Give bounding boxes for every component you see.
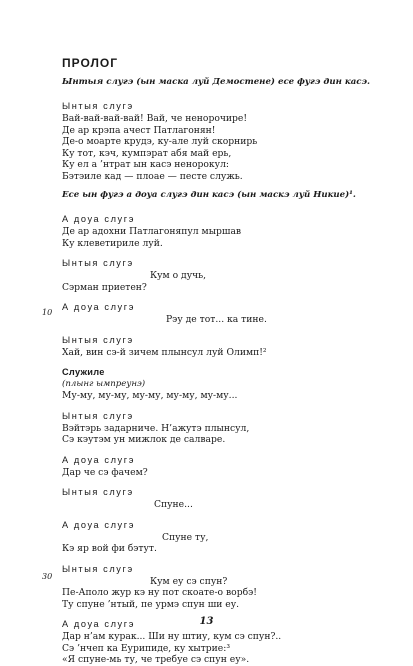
verse-line: Ку тот, кэч, кумпэрат абя май ерь, [62, 147, 232, 159]
verse-line: Кум о дучь, [150, 270, 207, 281]
speaker-name: А доуа слугэ [62, 302, 135, 312]
stage-direction: Есе ын фугэ а доуа слугэ дин касэ (ын маскэ луй Никие)¹. [62, 190, 356, 200]
speaker-name: Ынтыя слугэ [62, 563, 134, 574]
verse-line: Де ар адохни Патлагоняпул мыршав [62, 226, 242, 237]
page-title: ПРОЛОГ [62, 56, 119, 70]
dialogue-lines [62, 76, 371, 666]
verse-line: Пе-Аполо жур кэ ну пот скоате-о ворбэ! [62, 587, 257, 598]
speaker-name: А доуа слугэ [62, 619, 135, 629]
verse-line: Спуне ту, [162, 531, 209, 543]
verse-line: Му-му, му-му, му-му, му-му, му-му... [62, 390, 238, 401]
verse-line: Ку клеветириле луй. [62, 237, 163, 249]
line-number-30: 30 [42, 572, 53, 581]
speaker-name: А доуа слугэ [62, 519, 135, 530]
verse-line: Бэтэиле кад — плоае — песте служь. [62, 170, 243, 182]
stage-note: (плынг ымпреунэ) [62, 379, 146, 389]
verse-line: Дар н’ам курак... Ши ну штиу, кум сэ спун?.. [62, 631, 282, 642]
stage-direction: Ынтыя слугэ (ын маска луй Демостене) есе фугэ дин касэ. [62, 77, 371, 87]
speaker-name: Ынтыя слугэ [62, 334, 134, 345]
verse-line: Спуне... [154, 499, 193, 510]
speaker-name: Ынтыя слугэ [62, 410, 134, 421]
line-number-10: 10 [42, 308, 53, 317]
speaker-name: А доуа слугэ [62, 214, 135, 224]
verse-line: Рэу де тот... ка тине. [166, 314, 267, 325]
verse-line: Ту спуне ’нтый, пе урмэ спун ши еу. [62, 598, 240, 610]
verse-line: Дар че сэ фачем? [62, 466, 148, 478]
verse-line: Сэрман приетен? [62, 281, 147, 293]
speaker-name: Ынтыя слугэ [62, 487, 134, 497]
verse-line: Ку ел а ’нтрат ын касэ ненорокул: [62, 159, 230, 170]
verse-line: Сэ кэутэм ун мижлок де салваре. [62, 434, 226, 445]
verse-line: Кэ яр вой фи бэтут. [62, 543, 157, 554]
verse-line: Кум еу сэ спун? [150, 575, 228, 587]
verse-line: Вай-вай-вай-вай! Вай, че ненорочире! [62, 113, 248, 124]
verse-line: Сэ ’нчеп ка Еурипиде, ку хытрие:³ [62, 642, 230, 654]
page-number: 13 [199, 616, 214, 627]
verse-line: Де ар крэпа ачест Патлагонян! [62, 124, 216, 136]
verse-line: «Я спуне-мь ту, че требуе сэ спун еу». [62, 654, 250, 665]
speaker-name: Ынтыя слугэ [62, 258, 134, 268]
speaker-name: А доуа слугэ [62, 454, 135, 465]
verse-line: Вэйтэрь задарниче. Н’ажутэ плынсул, [62, 422, 250, 434]
verse-line: Де-о моарте крудэ, ку-але луй скорнирь [62, 136, 258, 147]
speaker-name: Ынтыя слугэ [62, 101, 134, 111]
verse-line: Хай, вин сэ-й зичем плынсул луй Олимп!² [62, 346, 267, 358]
speaker-name: Служиле [62, 367, 105, 377]
text-column [62, 53, 371, 666]
